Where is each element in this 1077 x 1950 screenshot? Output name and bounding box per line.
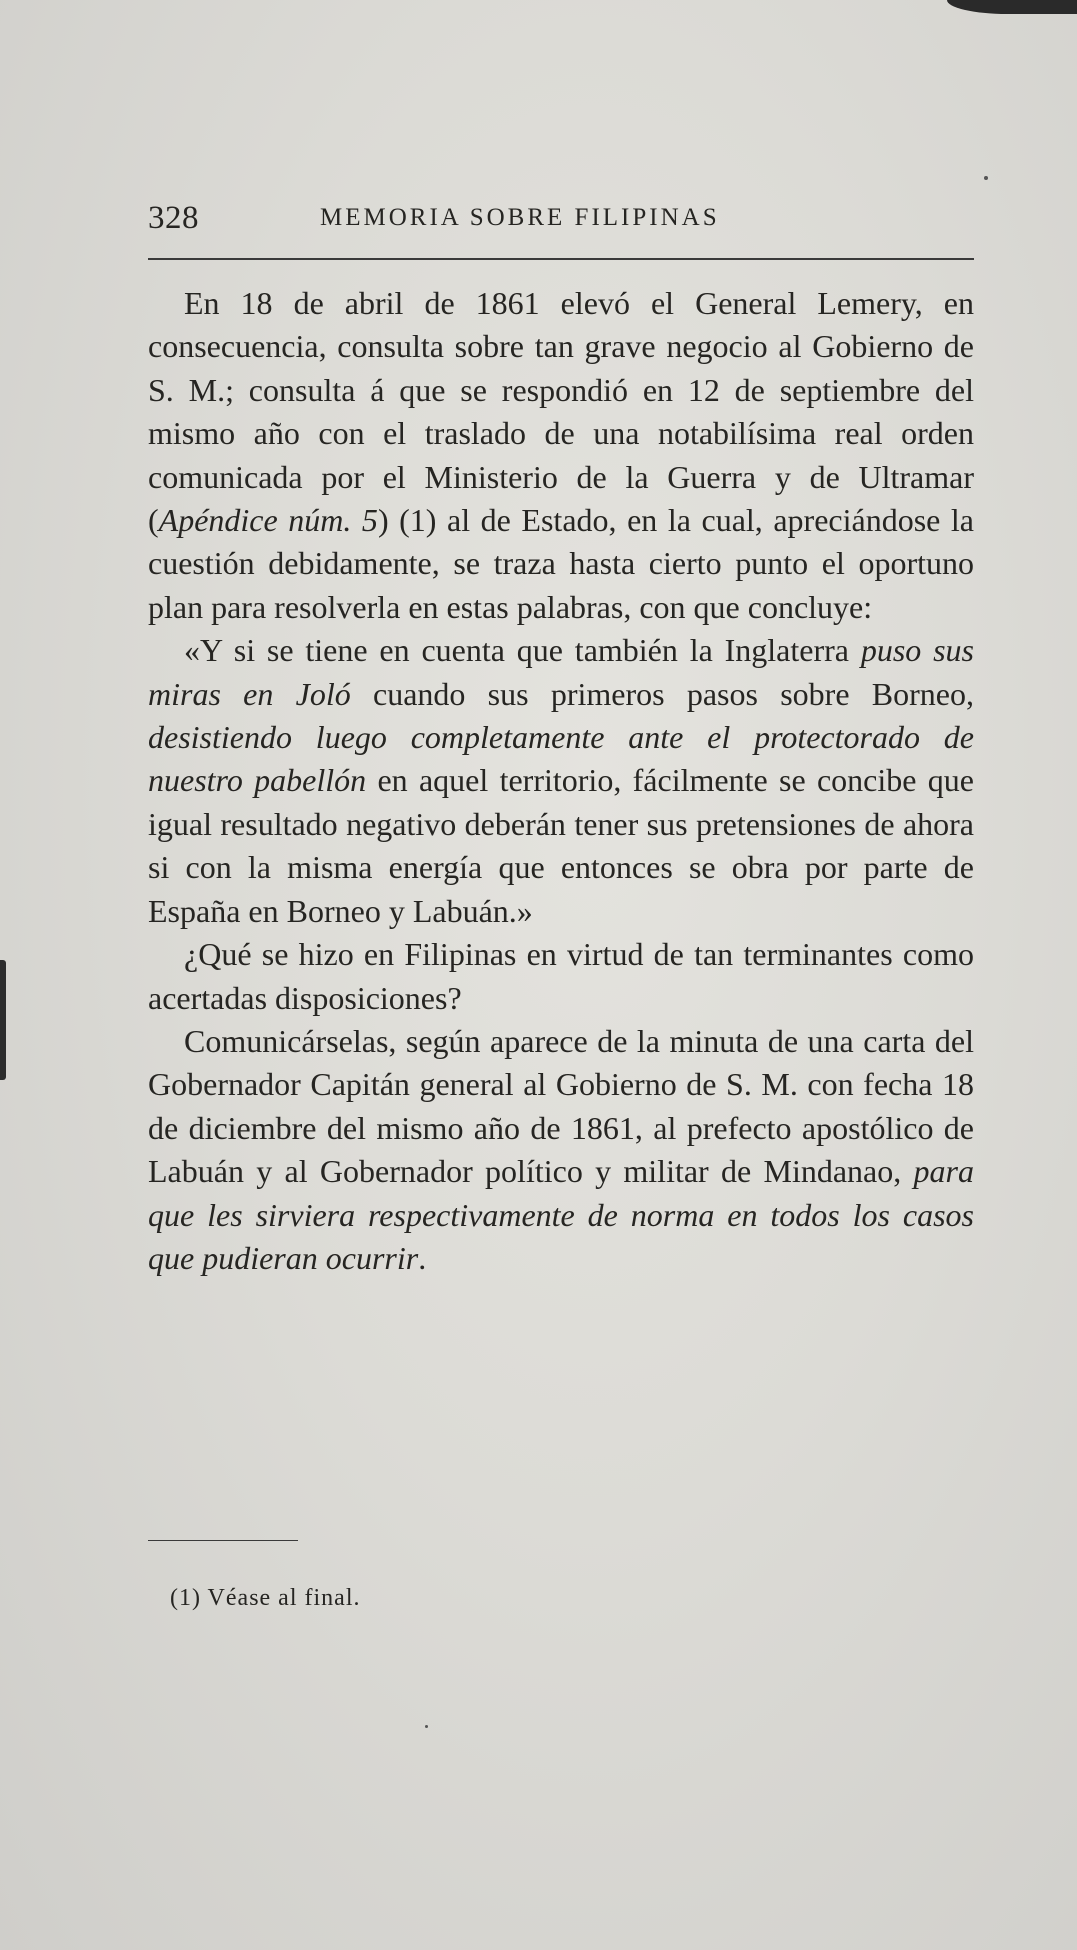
paragraph-text: En 18 de abril de 1861 elevó el General Lemery, en consecuencia, consulta sobre tan grave negocio al Gobierno de S. M.; consulta á que se respondió en 12 de septiembre del mismo año con el traslado de una notabilísima real orden comunicada por el Ministerio de la Guerra y de Ultramar ( [148,285,974,539]
italic-text: desistiendo luego completamente ante el protectorado de nuestro pabellón [148,719,974,799]
paragraph-text: en aquel territorio, fácilmente se concibe que igual resultado negativo deberán tener sus pretensiones de ahora si con la misma energía que entonces se obra por parte de España en Borneo y Labuán.» [148,762,975,929]
paragraph [148,282,974,629]
paragraph-text: ) (1) al de Estado, en la cual, apreciándose la cuestión debidamente, se traza hasta cierto punto el oportuno plan para resolverla en estas palabras, con que concluye: [148,502,975,625]
paper-speck [425,1725,428,1728]
paragraph-text: cuando sus primeros pasos sobre Borneo, [350,675,975,712]
scan-corner-mark [947,0,1077,14]
paragraph: ¿Qué se hizo en Filipinas en virtud de tan terminantes como acertadas disposiciones? [148,936,974,1016]
appendix-reference: Apéndice núm. 5 [158,502,378,539]
scan-edge-mark [0,960,6,1080]
paragraph-text: «Y si se tiene en cuenta que también la Inglaterra [184,632,861,669]
paragraph-text: Comunicárselas, según aparece de la minuta de una carta del Gobernador Capitán general al Gobierno de S. M. con fecha 18 de diciembre del mismo año de 1861, al prefecto apostólico de Labuán y al Gobernador político y militar de Mindanao, [148,1022,974,1190]
footnote: (1) Véase al final. [170,1585,361,1611]
paragraph [148,1020,974,1280]
footnote-rule [148,1540,298,1541]
paragraph-text: . [418,1239,427,1276]
paper-speck [984,176,988,180]
body-text [148,282,974,1280]
running-head: MEMORIA SOBRE FILIPINAS [320,204,720,231]
quotation-paragraph [148,629,974,933]
page-number: 328 [148,200,199,236]
italic-text: para que les sirviera respectivamente de norma en todos los casos que pudieran ocurrir [148,1153,974,1276]
italic-text: puso sus miras en Joló [148,632,975,712]
page-header [148,200,974,240]
header-rule [148,258,974,260]
